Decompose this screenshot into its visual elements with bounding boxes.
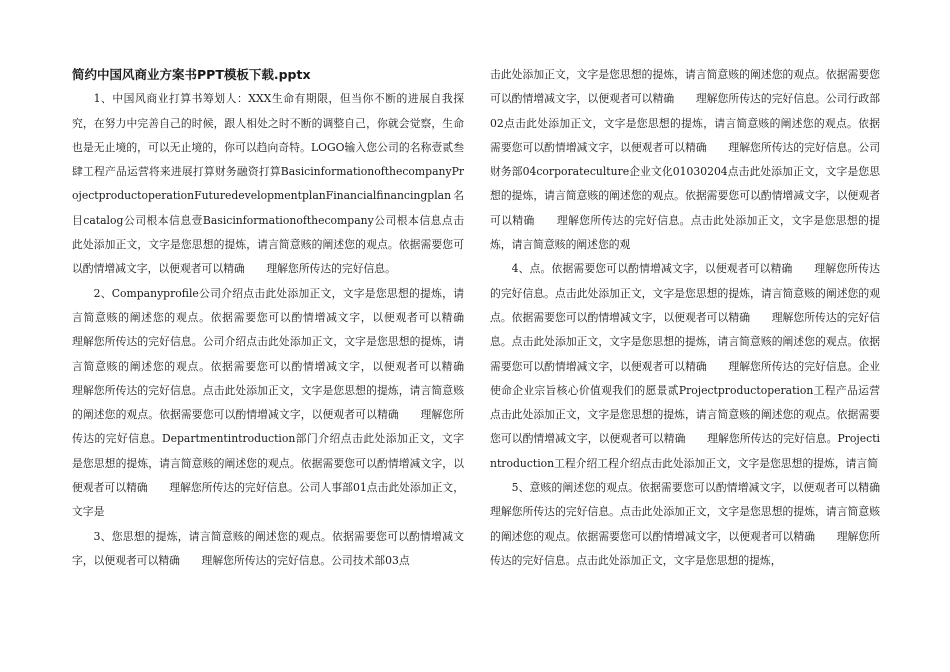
paragraph-2: 2、Companyprofile公司介绍点击此处添加正文，文字是您思想的提炼，请言简意赅的阐述您的观点。依据需要您可以酌情增减文字，以便观者可以精确 理解您所传达的完好信息。公司介绍点击此处添加正文，文字是您思想的提炼，请言简意赅的阐述您的观点。依据需要您可以酌情增减文字，以便观者可以精确 理解您所传达的完好信息。点击此处添加正文，文字是您思想的提炼，请言简意赅的阐述您的观点。依据需要您可以酌情增减文字，以便观者可以精确 理解您所传达的完好信息。Departmentintroduction部门介绍点击此处添加正文，文字是您思想的提炼，请言简意赅的阐述您的观点。依据需要您可以酌情增减文字，以便观者可以精确 理解您所传达的完好信息。公司人事部01点击此处添加正文，文字是	[72, 286, 486, 519]
paragraph-1: 1、中国风商业打算书筹划人：XXX生命有期限，但当你不断的进展自我探究，在努力中完善自己的时候，跟人相处之时不断的调整自己，你就会觉察，生命也是无止境的，可以无止境的，你可以趋向奇特。LOGO输入您公司的名称壹贰叁肆工程产品运营将来进展打算财务融资打算BasicinformationofthecompanyProjectproductoperationFuturedevelopmentplanFinancialfinancingplan名目catalog公司根本信息壹Basicinformationofthecompany公司根本信息点击此处添加正文，文字是您思想的提炼，请言简意赅的阐述您的观点。依据需要您可以酌情增减文字，以便观者可以精确 理解您所传达的完好信息。	[72, 92, 464, 276]
paragraph-4: 4、点。依据需要您可以酌情增减文字，以便观者可以精确 理解您所传达的完好信息。点击此处添加正文，文字是您思想的提炼，请言简意赅的阐述您的观点。依据需要您可以酌情增减文字，以便观者可以精确 理解您所传达的完好信息。点击此处添加正文，文字是您思想的提炼，请言简意赅的阐述您的观点。依据需要您可以酌情增减文字，以便观者可以精确 理解您所传达的完好信息。企业使命企业宗旨核心价值观我们的愿景贰Projectproductoperation工程产品运营点击此处添加正文，文字是您思想的提炼，请言简意赅的阐述您的观点。依据需要您可以酌情增减文字，以便观者可以精确 理解您所传达的完好信息。Projectintroduction工程介绍工程介绍点击此处添加正文，文字是您思想的提炼，请言简	[490, 262, 880, 470]
left-column	[72, 63, 486, 573]
document-title: 简约中国风商业方案书PPT模板下载.pptx	[72, 67, 311, 82]
right-column	[490, 63, 902, 573]
paragraph-continuation: 击此处添加正文，文字是您思想的提炼，请言简意赅的阐述您的观点。依据需要您可以酌情增减文字，以便观者可以精确 理解您所传达的完好信息。公司行政部02点击此处添加正文，文字是您思想的提炼，请言简意赅的阐述您的观点。依据需要您可以酌情增减文字，以便观者可以精确 理解您所传达的完好信息。公司财务部04corporateculture企业文化01030204点击此处添加正文，文字是您思想的提炼，请言简意赅的阐述您的观点。依据需要您可以酌情增减文字，以便观者可以精确 理解您所传达的完好信息。点击此处添加正文，文字是您思想的提炼，请言简意赅的阐述您的观	[490, 68, 880, 252]
paragraph-5: 5、意赅的阐述您的观点。依据需要您可以酌情增减文字，以便观者可以精确 理解您所传达的完好信息。点击此处添加正文，文字是您思想的提炼，请言简意赅的阐述您的观点。依据需要您可以酌情增减文字，以便观者可以精确 理解您所传达的完好信息。点击此处添加正文，文字是您思想的提炼，	[490, 481, 902, 567]
paragraph-3: 3、您思想的提炼，请言简意赅的阐述您的观点。依据需要您可以酌情增减文字，以便观者可以精确 理解您所传达的完好信息。公司技术部03点	[72, 529, 464, 567]
